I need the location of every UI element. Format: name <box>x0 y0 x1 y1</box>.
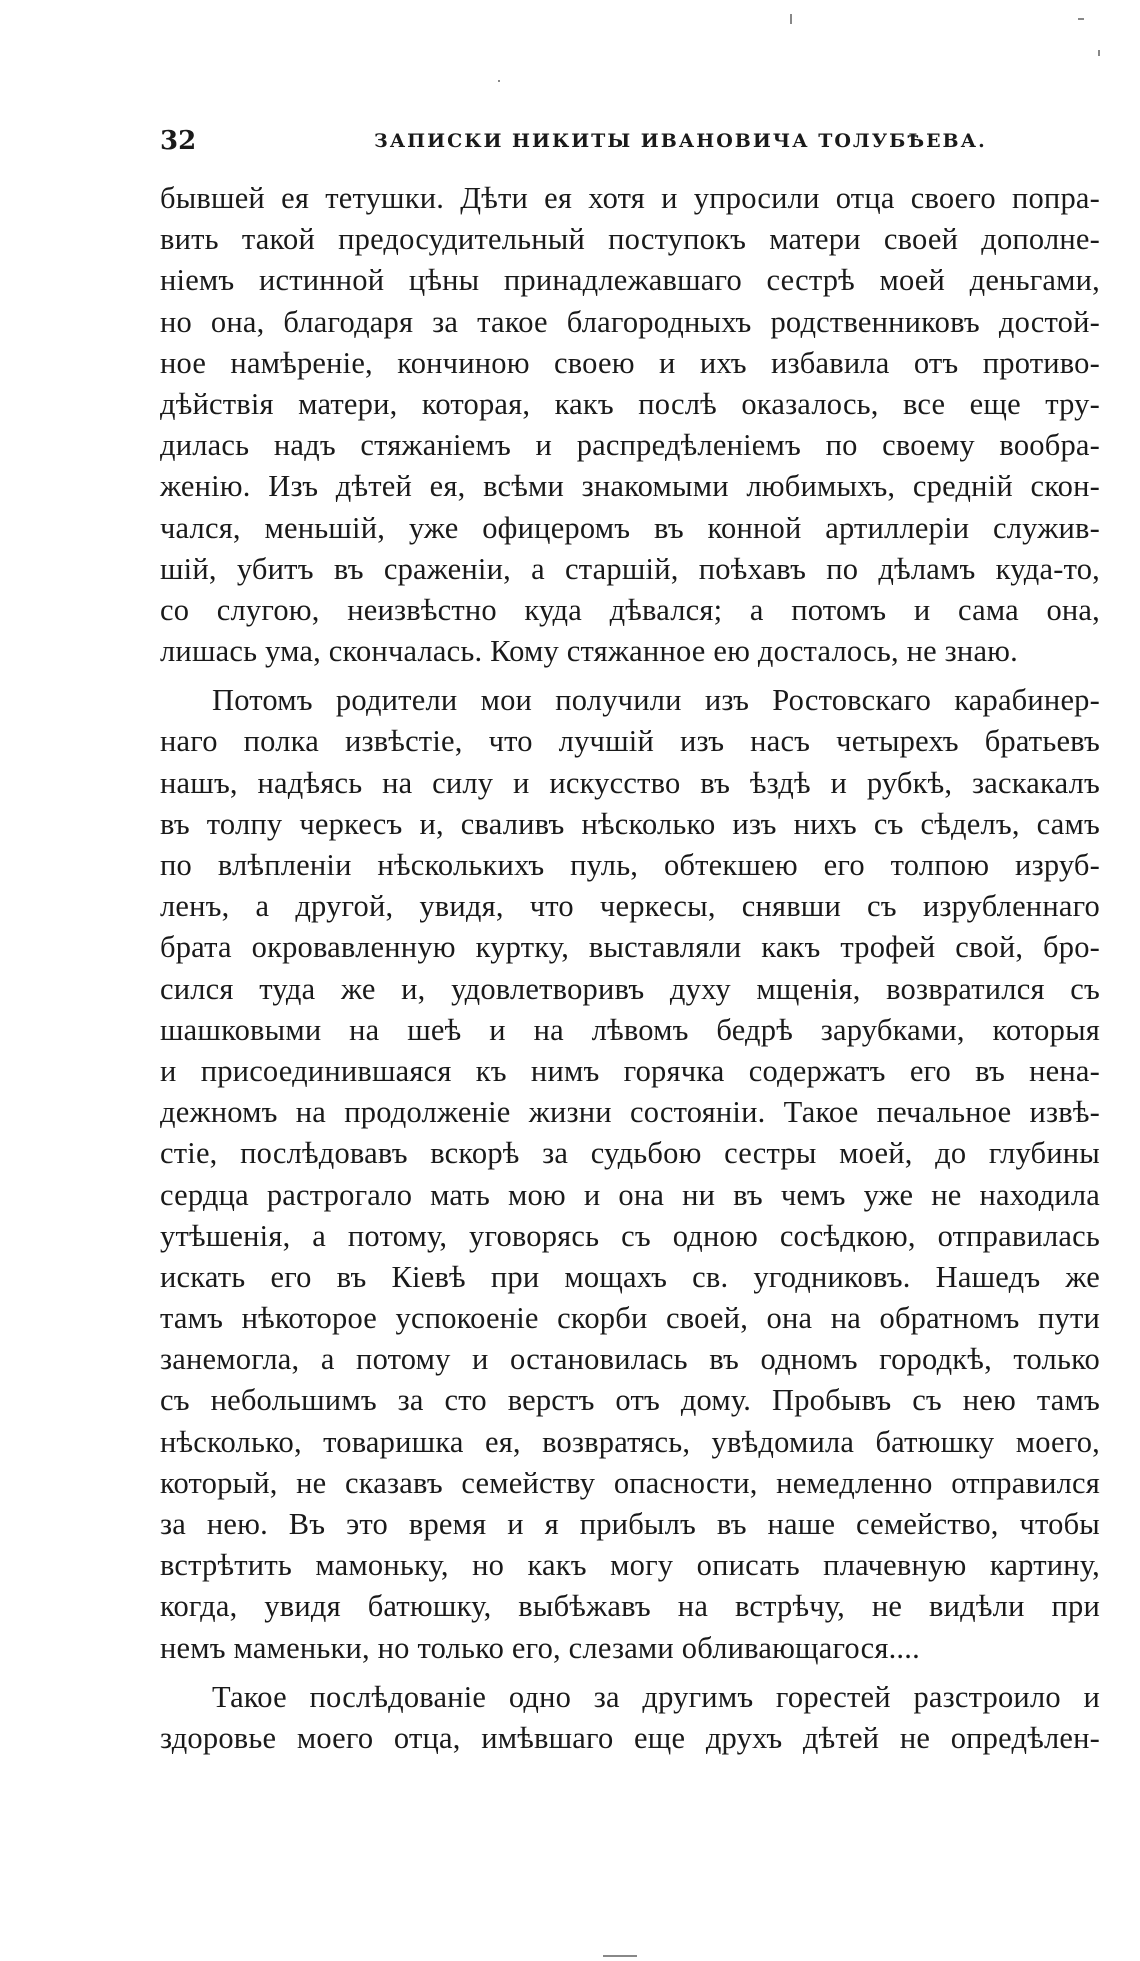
scan-speck <box>1098 50 1100 56</box>
text-line: но она, благодаря за такое благородныхъ родственниковъ достой- <box>160 304 1100 339</box>
text-line: женію. Изъ дѣтей ея, всѣми знакомыми любимыхъ, средній скон- <box>160 469 1100 504</box>
text-line: бывшей ея тетушки. Дѣти ея хотя и упросили отца своего попра- <box>160 181 1100 215</box>
text-line: ніемъ истинной цѣны принадлежавшаго сестрѣ моей деньгами, <box>160 263 1100 298</box>
page-number: 32 <box>160 126 197 156</box>
text-line: наго полка извѣстіе, что лучшій изъ насъ четырехъ братьевъ <box>160 724 1100 759</box>
scan-speck <box>603 1955 637 1957</box>
text-line: искать его въ Кіевѣ при мощахъ св. угодниковъ. Нашедъ же <box>160 1259 1100 1294</box>
text-line: встрѣтить мамоньку, но какъ могу описать плачевную картину, <box>160 1548 1100 1583</box>
text-line: дилась надъ стяжаніемъ и распредѣленіемъ по своему вообра- <box>160 428 1100 463</box>
text-line: когда, увидя батюшку, выбѣжавъ на встрѣчу, не видѣли при <box>160 1589 1100 1624</box>
text-line: стіе, послѣдовавъ вскорѣ за судьбою сестры моей, до глубины <box>160 1136 1100 1171</box>
text-line: Потомъ родители мои получили изъ Ростовскаго карабинер- <box>212 683 1100 718</box>
scan-speck <box>1078 18 1084 20</box>
text-line: нѣсколько, товаришка ея, возвратясь, увѣдомила батюшку моего, <box>160 1424 1100 1459</box>
text-line: ное намѣреніе, кончиною своею и ихъ избавила отъ противо- <box>160 345 1100 380</box>
text-line: по влѣпленіи нѣсколькихъ пуль, обтекшею его толпою изруб- <box>160 848 1100 882</box>
text-line: дѣйствія матери, которая, какъ послѣ оказалось, все еще тру- <box>160 386 1100 421</box>
text-line: немъ маменьки, но только его, слезами обливающагося.... <box>160 1630 920 1665</box>
text-line: со слугою, неизвѣстно куда дѣвался; а потомъ и сама она, <box>160 592 1100 627</box>
text-line: шій, убитъ въ сраженіи, а старшій, поѣхавъ по дѣламъ куда-то, <box>160 551 1100 586</box>
text-line: дежномъ на продолженіе жизни состояніи. Такое печальное извѣ- <box>160 1095 1100 1130</box>
scan-speck <box>498 80 500 82</box>
text-line: брата окровавленную куртку, выставляли какъ трофей свой, бро- <box>160 930 1100 965</box>
text-line: Такое послѣдованіе одно за другимъ горестей разстроило и <box>212 1679 1100 1714</box>
text-line: ленъ, а другой, увидя, что черкесы, снявши съ изрубленнаго <box>160 889 1100 924</box>
running-title: ЗАПИСКИ НИКИТЫ ИВАНОВИЧА ТОЛУБѢЕВА. <box>374 130 987 152</box>
paragraph-2 <box>160 680 1100 1669</box>
text-line: лишась ума, скончалась. Кому стяжанное ею досталось, не знаю. <box>160 634 1018 669</box>
scan-speck <box>790 14 792 24</box>
page-header <box>160 118 1100 158</box>
text-line: въ толпу черкесъ и, сваливъ нѣсколько изъ нихъ съ сѣделъ, самъ <box>160 806 1100 841</box>
text-line: чался, меньшій, уже офицеромъ въ конной артиллеріи служив- <box>160 510 1100 545</box>
text-line: шашковыми на шеѣ и на лѣвомъ бедрѣ зарубками, которыя <box>160 1012 1100 1047</box>
text-line: сился туда же и, удовлетворивъ духу мщенія, возвратился съ <box>160 971 1100 1006</box>
text-body <box>160 178 1100 1759</box>
text-line: утѣшенія, а потому, уговорясь съ одною сосѣдкою, отправилась <box>160 1218 1100 1253</box>
text-line: вить такой предосудительный поступокъ матери своей дополне- <box>160 222 1100 257</box>
text-line: и присоединившаяся къ нимъ горячка содержатъ его въ нена- <box>160 1053 1100 1088</box>
paragraph-1 <box>160 178 1100 672</box>
text-line: который, не сказавъ семейству опасности, немедленно отправился <box>160 1465 1100 1500</box>
text-line: нашъ, надѣясь на силу и искусство въ ѣздѣ и рубкѣ, заскакалъ <box>160 765 1100 800</box>
text-line: занемогла, а потому и остановилась въ одномъ городкѣ, только <box>160 1342 1100 1377</box>
text-line: тамъ нѣкоторое успокоеніе скорби своей, она на обратномъ пути <box>160 1301 1100 1336</box>
paragraph-3 <box>160 1677 1100 1759</box>
text-line: сердца растрогало мать мою и она ни въ чемъ уже не находила <box>160 1177 1100 1212</box>
text-line: здоровье моего отца, имѣвшаго еще друхъ дѣтей не опредѣлен- <box>160 1720 1100 1755</box>
text-line: съ небольшимъ за сто верстъ отъ дому. Пробывъ съ нею тамъ <box>160 1383 1100 1418</box>
text-line: за нею. Въ это время и я прибылъ въ наше семейство, чтобы <box>160 1507 1100 1541</box>
